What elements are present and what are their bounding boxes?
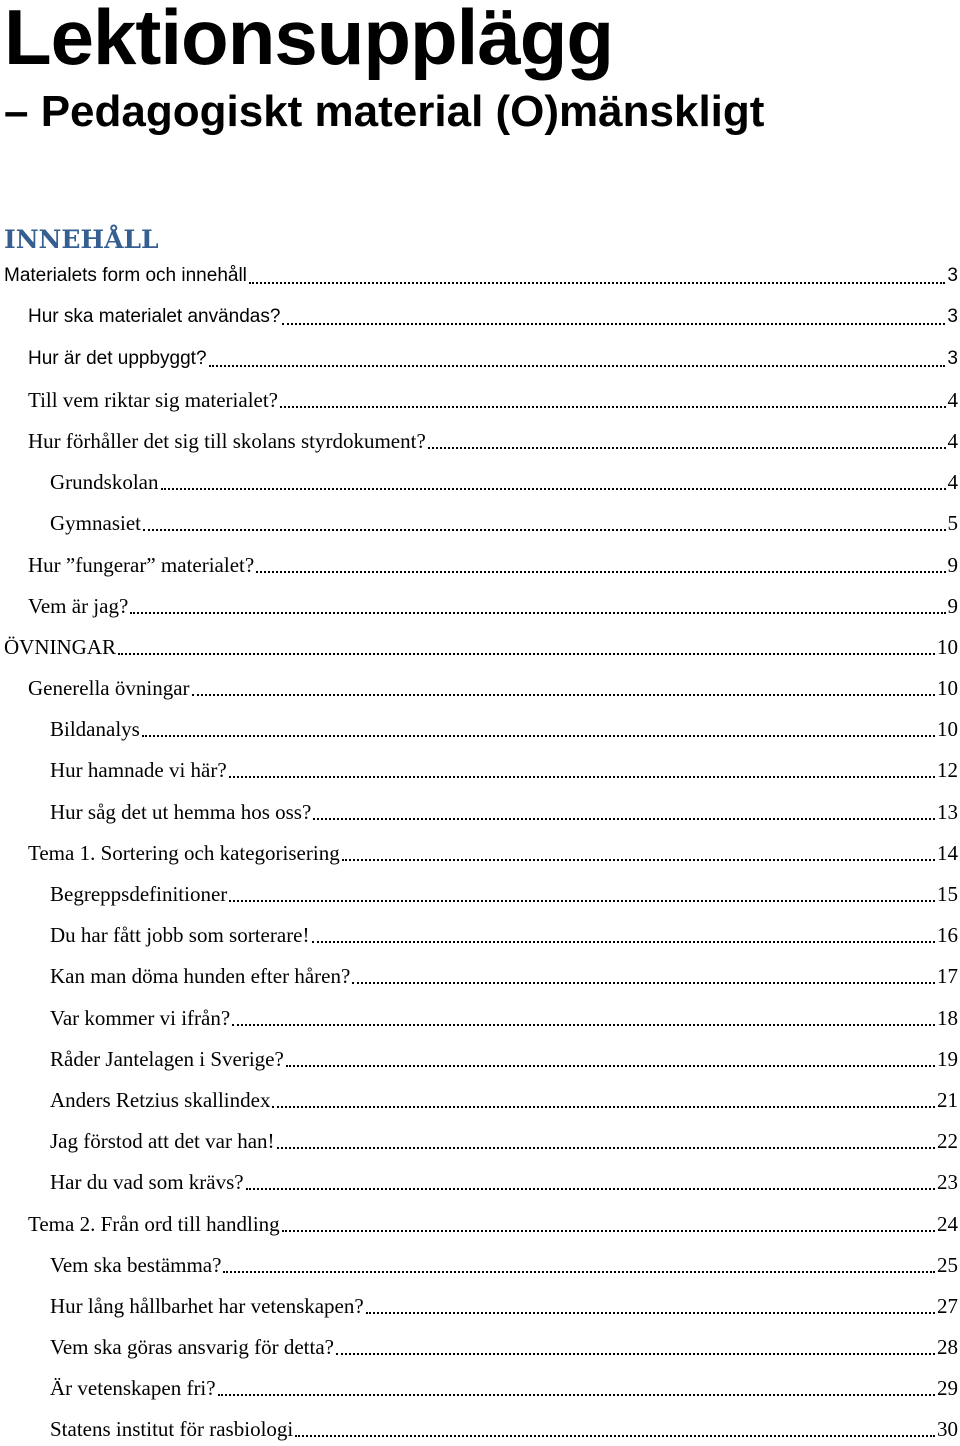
toc-entry[interactable]: [0, 1158, 960, 1199]
toc-entry-title: Bildanalys: [50, 717, 140, 742]
toc-entry-title: Materialets form och innehåll: [4, 265, 247, 287]
toc-dot-leader: [286, 1065, 935, 1067]
toc-dot-leader: [218, 1394, 935, 1396]
toc-dot-leader: [256, 571, 945, 573]
toc-entry-title: Tema 2. Från ord till handling: [28, 1211, 280, 1236]
toc-entry-page: 9: [947, 552, 958, 577]
toc-entry[interactable]: [0, 334, 960, 375]
toc-entry[interactable]: [0, 705, 960, 746]
toc-entry[interactable]: [0, 1199, 960, 1240]
toc-entry-title: Vem ska bestämma?: [50, 1252, 222, 1277]
toc-entry-page: 15: [937, 882, 958, 906]
toc-entry-title: Hur är det uppbyggt?: [28, 347, 207, 369]
toc-dot-leader: [229, 776, 935, 778]
toc-dot-leader: [272, 1106, 935, 1108]
toc-entry-title: Jag förstod att det var han!: [50, 1129, 275, 1154]
toc-entry[interactable]: [0, 1364, 960, 1405]
toc-entry[interactable]: [0, 1405, 960, 1446]
toc-heading: INNEHÅLL: [4, 225, 159, 254]
toc-entry-page: 10: [937, 634, 958, 659]
toc-entry-title: Vem är jag?: [28, 593, 129, 618]
toc-dot-leader: [336, 1353, 935, 1355]
toc-entry-page: 24: [937, 1211, 958, 1236]
toc-entry-page: 14: [937, 840, 958, 865]
toc-dot-leader: [130, 612, 945, 614]
toc-entry-page: 25: [937, 1252, 958, 1277]
toc-entry[interactable]: [0, 1241, 960, 1282]
toc-entry-title: Är vetenskapen fri?: [50, 1376, 216, 1401]
toc-entry[interactable]: [0, 458, 960, 499]
toc-dot-leader: [282, 323, 945, 325]
toc-entry-page: 18: [937, 1005, 958, 1030]
toc-dot-leader: [143, 529, 946, 531]
toc-dot-leader: [209, 365, 946, 367]
toc-dot-leader: [366, 1312, 935, 1314]
toc-entry[interactable]: [0, 499, 960, 540]
toc-entry[interactable]: [0, 623, 960, 664]
toc-entry-title: Hur lång hållbarhet har vetenskapen?: [50, 1293, 364, 1318]
toc-entry-page: 17: [937, 964, 958, 989]
toc-entry[interactable]: [0, 1076, 960, 1117]
toc-entry-page: 27: [937, 1293, 958, 1318]
toc-entry-page: 3: [947, 306, 958, 328]
toc-dot-leader: [232, 1024, 935, 1026]
toc-entry-page: 23: [937, 1170, 958, 1195]
toc-dot-leader: [118, 653, 935, 655]
toc-entry-page: 19: [937, 1046, 958, 1071]
toc-entry-page: 5: [947, 511, 958, 536]
toc-dot-leader: [282, 1230, 935, 1232]
toc-entry-title: Grundskolan: [50, 470, 159, 495]
toc-entry-page: 21: [937, 1087, 958, 1112]
toc-dot-leader: [295, 1435, 935, 1437]
toc-entry[interactable]: [0, 376, 960, 417]
toc-entry-page: 13: [937, 799, 958, 824]
toc-entry-title: Du har fått jobb som sorterare!: [50, 923, 310, 948]
toc-entry-page: 10: [937, 717, 958, 742]
toc-entry-title: Gymnasiet: [50, 511, 141, 536]
toc-dot-leader: [223, 1271, 935, 1273]
toc-dot-leader: [229, 900, 935, 902]
toc-entry-title: Hur ”fungerar” materialet?: [28, 552, 255, 577]
toc-entry-title: ÖVNINGAR: [4, 634, 116, 659]
toc-entry[interactable]: [0, 829, 960, 870]
toc-entry-page: 28: [937, 1335, 958, 1360]
toc-dot-leader: [312, 941, 936, 943]
toc-entry-page: 10: [937, 676, 958, 701]
toc-entry-title: Anders Retzius skallindex: [50, 1087, 271, 1112]
toc-entry[interactable]: [0, 1035, 960, 1076]
toc-dot-leader: [428, 447, 946, 449]
toc-entry-page: 4: [947, 387, 958, 412]
toc-dot-leader: [246, 1188, 935, 1190]
toc-entry[interactable]: [0, 664, 960, 705]
toc-dot-leader: [352, 982, 935, 984]
toc-entry[interactable]: [0, 540, 960, 581]
toc-entry-page: 4: [947, 428, 958, 453]
toc-entry[interactable]: [0, 417, 960, 458]
toc-entry[interactable]: [0, 746, 960, 787]
toc-entry-title: Begreppsdefinitioner: [50, 882, 228, 906]
toc-entry[interactable]: [0, 252, 960, 293]
toc-dot-leader: [277, 1147, 935, 1149]
toc-entry-page: 29: [937, 1376, 958, 1401]
toc-entry-page: 4: [947, 470, 958, 495]
toc-entry-title: Hur ska materialet användas?: [28, 306, 281, 328]
toc-entry-page: 3: [947, 265, 958, 287]
document-subtitle: – Pedagogiskt material (O)mänskligt: [4, 87, 765, 136]
toc-entry[interactable]: [0, 870, 960, 911]
toc-entry-title: Tema 1. Sortering och kategorisering: [28, 840, 340, 865]
toc-entry[interactable]: [0, 1282, 960, 1323]
toc-entry-title: Hur förhåller det sig till skolans styrdokument?: [28, 428, 426, 453]
toc-entry-title: Kan man döma hunden efter håren?: [50, 964, 351, 989]
toc-entry-title: Vem ska göras ansvarig för detta?: [50, 1335, 334, 1360]
toc-entry[interactable]: [0, 911, 960, 952]
toc-dot-leader: [161, 488, 946, 490]
toc-entry-page: 3: [947, 347, 958, 369]
toc-dot-leader: [142, 735, 935, 737]
toc-dot-leader: [313, 818, 935, 820]
toc-entry-page: 22: [937, 1129, 958, 1154]
document-title: Lektionsupplägg: [4, 0, 613, 81]
toc-dot-leader: [280, 406, 945, 408]
toc-dot-leader: [192, 694, 935, 696]
toc-dot-leader: [249, 282, 946, 284]
table-of-contents: [0, 252, 960, 1446]
toc-entry-title: Hur såg det ut hemma hos oss?: [50, 799, 312, 824]
toc-entry-page: 12: [937, 758, 958, 783]
toc-entry-title: Var kommer vi ifrån?: [50, 1005, 231, 1030]
toc-entry[interactable]: [0, 582, 960, 623]
toc-entry-title: Till vem riktar sig materialet?: [28, 387, 279, 412]
toc-entry[interactable]: [0, 993, 960, 1034]
toc-entry-page: 9: [947, 593, 958, 618]
toc-entry[interactable]: [0, 1323, 960, 1364]
toc-entry[interactable]: [0, 1117, 960, 1158]
toc-entry-title: Hur hamnade vi här?: [50, 758, 227, 783]
toc-entry[interactable]: [0, 293, 960, 334]
toc-entry-page: 30: [937, 1417, 958, 1442]
toc-entry-title: Råder Jantelagen i Sverige?: [50, 1046, 284, 1071]
toc-entry-page: 16: [937, 923, 958, 948]
toc-entry-title: Statens institut för rasbiologi: [50, 1417, 294, 1442]
toc-entry[interactable]: [0, 952, 960, 993]
toc-entry-title: Har du vad som krävs?: [50, 1170, 244, 1195]
toc-entry-title: Generella övningar: [28, 676, 190, 701]
toc-entry[interactable]: [0, 787, 960, 828]
toc-dot-leader: [342, 859, 935, 861]
